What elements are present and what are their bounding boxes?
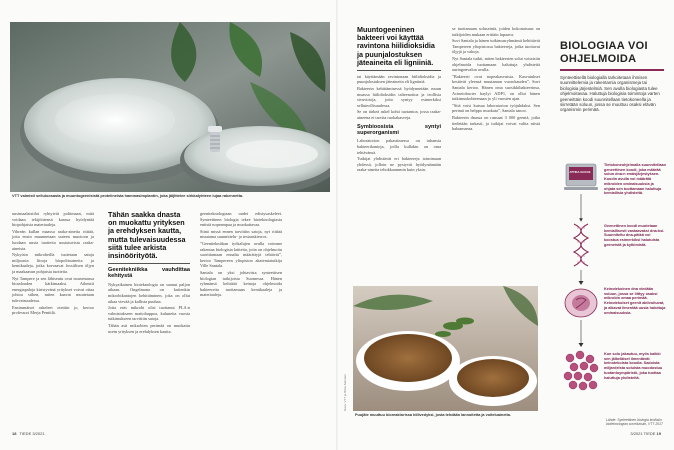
paragraph: Bakteerin kehittämisessä hyödynnetään muun muassa hiilidioksidin talteenottoa ja teollisia sivuvirtoja, joita syntyy esimerkiksi selluteollisuudessa. — [357, 86, 441, 108]
paragraph: Jotta eräs mikrobi olisi tuottanut PLA:n valmistukseen maitohappoa, kuluneita vuosia tutkimukseen tarvittiin satoja. — [108, 305, 190, 322]
page-number: 19 — [656, 431, 661, 436]
photo-credit: Kuva: VTT ja Riina Salonen — [343, 374, 347, 411]
cell-colony-icon — [564, 351, 598, 390]
page-gutter — [336, 0, 338, 450]
photo-bowls — [353, 286, 538, 411]
paragraph: ”Bakteerit ovat nopeakasvuisia. Kasvatukset kestävät yleensä muutaman vuorokauden”, Suvi Santala kertoo. Hänen oma suosikkibakteerinsa, Acinetobacter baylyi ADP1, on ollut hänen tutkimuskohteenaan jo yli vuosien ajan. — [452, 73, 540, 102]
paragraph: Vihreän kullan maassa raaka-aineita riittää, joita ensin muunnetaan uuteen muotoon ja luodaan uusia tuotteita uusiutuvista raaka-aineista. — [12, 228, 94, 251]
dna-icon — [574, 224, 588, 266]
sidebar-intro: Synteettisellä biologialla tarkoitetaan ihmisen suunnittelemia ja rakentamia organismeja tai biologisia järjestelmiä. Sen avulla biologiasta tulee ohjelmoitavaa. Haluttuja biologisia toimintoja varten geeneittäin koodi suunnitellaan tietokoneella ja siirretään soluun, jossa se muuttuu osaksi elävän organismin perimää. — [560, 75, 660, 113]
paragraph: Tähän asti mikrobien perimää on muokattu usein yrityksen ja erehdyksen kautta. — [108, 322, 190, 334]
page-number: 18 — [12, 431, 17, 436]
bowls-illustration — [353, 286, 538, 411]
footer-right — [630, 431, 664, 436]
paragraph: ”Geenitekniikan työkalujen avulla voimme rakentaa biologisia laitteita, joita on ohjelmoitu suorittamaan ennalta määrättyjä tehtäviä”, kertoo Tampereen yliopiston akatemiatutkija Ville Santala. — [200, 240, 282, 269]
sidebar-title: BIOLOGIAA VOI OHJELMOIDA — [560, 40, 648, 65]
paragraph: uusimaalaistilat ryhtyivät poltimaan, mitä voidaan tekijöittensä kanssa hyödyntää biopohjaisia materiaaleja. — [12, 211, 94, 228]
flow-step-3: Keinotekoinen dna viedään soluun, jossa se liittyy osaksi mikrobin omaa perimää. Keinotekoiset geenit aktivoituvat, ja alkavat ilmentää uusia haluttuja ominaisuuksia. — [604, 287, 666, 315]
paragraph: ”Sitä voisi kutsua laboratorion työjuhdaksi. Sen perimä on helppo muokata”, Santala sanoo. — [452, 102, 540, 114]
pull-quote: Tähän saakka dnasta on muokattu yrityksen ja erehdyksen kautta, mutta tulevaisuudessa siitä tulee arkista insinöörityötä. — [108, 210, 186, 261]
sidebar-box — [560, 40, 664, 113]
cell-icon — [565, 289, 597, 317]
paragraph: Nyt Tampere ja sen lähiseutu ovat nousemassa biotalouden kärkimaaksi. Aiheutti energiapaloja kiristyvänä yritykset voivat ottaa johtoa siihen, miten kaavat muutetaan tulevaisuudessa. — [12, 275, 94, 303]
paragraph: Tutkijat yhdistävät eri bakteereja toimimaan yhdessä, jolloin ne pystyvät hyödyntämään raaka-aineita tehokkaammin kuin yksin. — [357, 156, 441, 173]
petri-dish-illustration — [10, 22, 330, 192]
paragraph: tai käyttämään ravintonaan hiilidioksidia ja puunjalostuksen jäteaineita eli ligniiniä. — [357, 73, 441, 85]
issue-label: TIEDE 3/2021 — [19, 431, 45, 436]
article-column-1 — [12, 211, 94, 317]
article-column-3 — [200, 211, 282, 299]
sidebar-rule — [560, 69, 664, 71]
source-note: Lähde: Synteettinen biologia teollisiin bioteknologian sovelluksiin, VTT 2017 — [606, 418, 663, 427]
photo-caption: VTT valmisti selluloosasta ja muuntogeenisistä proteiineista hammasimplantin, joka jäljittelee sirkkalyhteen lujaa rakennetta. — [12, 193, 244, 198]
flow-step-1: Tietokoneohjelmalla suunnitellaan geneettinen koodi, joka määrää solun dna:n emäsjärjestyksen. Koodin avulla voi määrätä mikrobien ominaisuuksia ja ohjata sen tuottamaan haluttuja kemiallisia yhdisteitä. — [604, 163, 666, 196]
paragraph: Nykyisin mikrobeilla tuotetaan satoja miljoonia litroja biopolttoaineita ja kemikaaleja, jotka korvaavat fossiilisen öljyn ja maakaasun pohjaisia tuotteita. — [12, 252, 94, 274]
subheading: Geenitekniikka vauhdittaa kehitystä — [108, 267, 190, 280]
subheading: Symbioosista syntyi superorganismi — [357, 123, 441, 136]
paragraph: geeniteknologiaan uudet edistysaskeleet. Synteettinen biologia tekee bioteknologiasta entistä nopeampaa ja muokattavaa. — [200, 211, 282, 228]
paragraph: Siinä missä ennen tarvittiin satoja, nyt riittää muutama suunnittelu- ja testauskierros. — [200, 228, 282, 240]
process-flow — [560, 158, 668, 414]
article-column-5 — [452, 26, 540, 133]
pull-quote: Muuntogeeninen bakteeri voi käyttää ravintona hiilidioksidia ja puunjalostuksen jäteaineita eli ligniiniä. — [357, 25, 435, 67]
photo-petri-dishes — [10, 22, 330, 192]
paragraph: Ensimmäiset askeleet otettiin jo, kertoo professori Merja Penttilä. — [12, 304, 94, 316]
paragraph: Bakteerin dnassa on runsaat 3 000 geeniä, jotka tiedetään tarkasti, ja tutkijat voivat valita niistä haluamansa. — [452, 114, 540, 132]
paragraph: Suvi Santala ja hänen tutkimusryhmänsä kehittävät Tampereen yliopistossa bakteereja, jotka tuottavat öljyjä ja vahoja. — [452, 38, 540, 55]
flow-step-2: Geenettinen koodi muutetaan kemiallisesti vastaavaksi dna:ksi. Suunniteltu dna-pätkä voi koostua esimerkiksi halutuista geeneistä ja kytkimistä. — [604, 224, 665, 247]
screen-label: ATTIKA GOCCE — [569, 170, 591, 174]
paragraph: se tuottamaan soluseiniä, joiden kokonaisuus on tutkijoiden mukaan erittäin lupaava. — [452, 26, 540, 37]
divider — [357, 70, 441, 71]
paragraph: Laboratorion pakastimessa on tuhansia bakteerikantoja, joilla kullakin on oma tehtävänsä. — [357, 138, 441, 155]
paragraph: Nyt Santala tutkii, miten bakteerien solut voitaisiin ohjelmoida tuottamaan haluttuja yhdisteitä auringonvalon avulla. — [452, 55, 540, 73]
issue-label: 3/2021 TIEDE — [630, 431, 656, 436]
paragraph: Santala on yksi johtavista synteettisen biologian tutkijoista Suomessa. Hänen ryhmänsä kehittää keinoja ohjelmoida bakteereita tuottamaan kemikaaleja ja materiaaleja. — [200, 269, 282, 298]
paragraph: Se on tärkeä askel kohti tuotantoa, jossa raaka-aineena ei tarvita ruokakasveja. — [357, 109, 441, 120]
photo-caption: Puujäte muuttuu bioreaktorissa hiilivedyksi, josta tehdään lannoitetta ja voiteluaineita. — [355, 413, 511, 417]
flow-step-4: Kun solu jakautuu, myös kaikki sen jälkeläiset ilmentävät keinotekoista koodia. Sadoista miljardeista soluista muodostuu tuotantoympäristö, joka tuottaa haluttuja yhdisteitä. — [604, 352, 663, 380]
divider — [108, 263, 190, 264]
footer-left — [12, 431, 45, 436]
article-column-2 — [108, 211, 190, 335]
article-column-4 — [357, 26, 441, 174]
paragraph: Nykyaikainen bioteknologia on saanut paljon aikaan. Ongelmana on kuitenkin mikrobikantojen kehittäminen, joka on ollut aikaa vievää ja kallista puuhaa. — [108, 281, 190, 304]
